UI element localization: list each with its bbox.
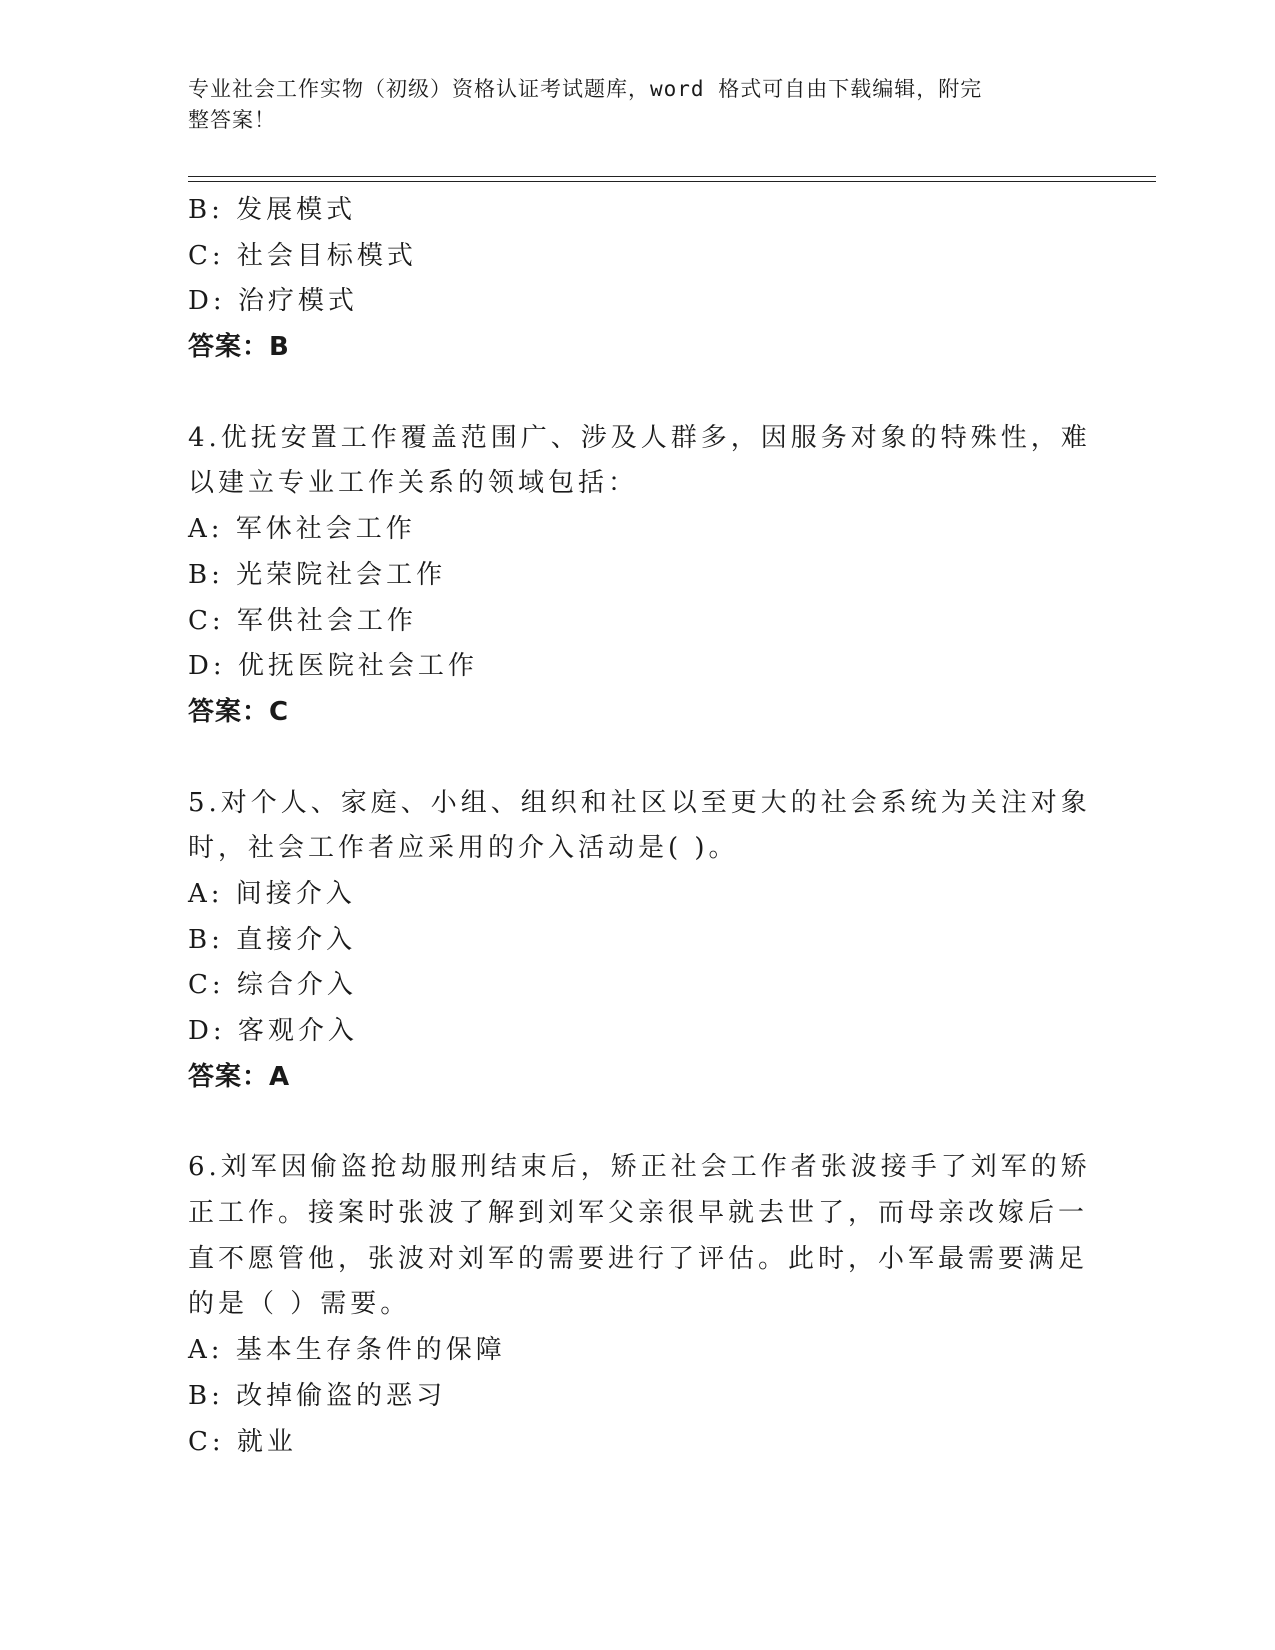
option-d: D: 治疗模式 [188,286,358,317]
question-6 [188,1145,1091,1465]
option-c: C: 综合介入 [188,970,357,1001]
question-stem-line: 4.优抚安置工作覆盖范围广、涉及人群多，因服务对象的特殊性，难 [188,422,1091,453]
option-c: C: 军供社会工作 [188,605,417,636]
option-d: D: 优抚医院社会工作 [188,651,478,682]
option-a: A: 基本生存条件的保障 [188,1335,506,1366]
option-d: D: 客观介入 [188,1016,358,1046]
header-divider-bottom [188,181,1156,182]
question-stem-line: 正工作。接案时张波了解到刘军父亲很早就去世了，而母亲改嫁后一 [188,1198,1089,1229]
question-stem-line: 6.刘军因偷盗抢劫服刑结束后，矫正社会工作者张波接手了刘军的矫 [188,1152,1091,1183]
answer-label: 答案：C [188,696,290,727]
answer-label: 答案：A [188,1061,291,1092]
question-stem-line: 5.对个人、家庭、小组、组织和社区以至更大的社会系统为关注对象 [188,787,1091,818]
option-c: C: 就业 [188,1426,297,1457]
option-b: B: 改掉偷盗的恶习 [188,1380,447,1411]
question-4 [188,416,1091,736]
header-title-line-2: 整答案！ [188,108,276,132]
question-stem-line: 的是（ ）需要。 [188,1289,411,1320]
option-a: A: 军休社会工作 [188,514,416,545]
page-header [188,74,1068,136]
option-c: C: 社会目标模式 [188,240,417,271]
option-b: B: 发展模式 [188,195,357,225]
header-divider-top [188,176,1156,177]
question-content [188,188,1091,1465]
question-stem-line: 直不愿管他，张波对刘军的需要进行了评估。此时，小军最需要满足 [188,1243,1089,1274]
question-5 [188,781,1091,1101]
option-a: A: 间接介入 [188,878,356,909]
header-title-line-1: 专业社会工作实物（初级）资格认证考试题库，word 格式可自由下载编辑，附完 [188,77,983,101]
question-3-continuation [188,188,1068,371]
option-b: B: 直接介入 [188,924,357,955]
option-b: B: 光荣院社会工作 [188,559,447,590]
question-stem-line: 以建立专业工作关系的领域包括： [188,468,639,499]
answer-label: 答案：B [188,332,290,363]
question-stem-line: 时，社会工作者应采用的介入活动是( )。 [188,833,739,864]
